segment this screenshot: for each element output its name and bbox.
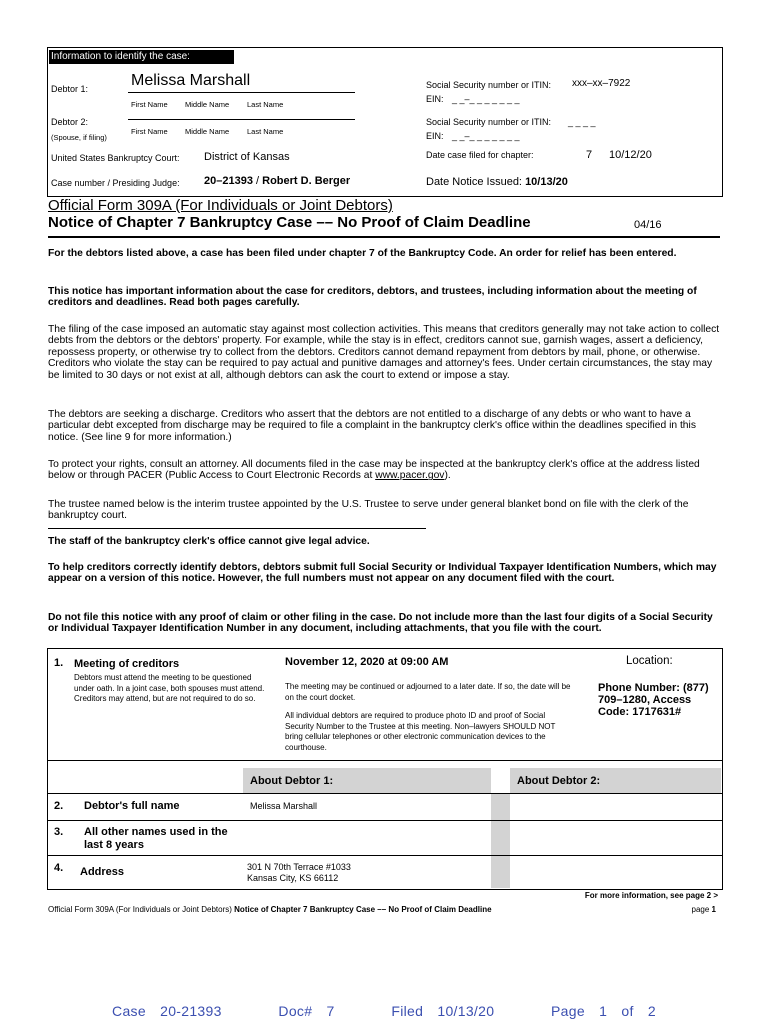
footer-page-label: page: [691, 905, 710, 914]
case-number-value: 20–21393: [204, 175, 253, 187]
row2-number: 2.: [54, 800, 64, 812]
form-title-line1: Official Form 309A (For Individuals or Joint Debtors): [48, 197, 393, 214]
meeting-datetime: November 12, 2020 at 09:00 AM: [285, 656, 449, 668]
paragraph-trustee: The trustee named below is the interim trustee appointed by the U.S. Trustee to serve under general blanket bond on file with the clerk of the bankruptcy court.: [48, 499, 689, 522]
paragraph-automatic-stay: The filing of the case imposed an automatic stay against most collection activities. This means that creditors generally may not take action to collect debts from the debtors or the debtors' property. For example, while the stay is in effect, creditors cannot sue, garnish wages, assert a deficiency, repossess property, or otherwise try to collect from the debtors. Creditors cannot demand repayment from debtors by mail, phone, or otherwise. Creditors who violate the stay can be required to pay actual and punitive damages and attorney's fees. Under certain circumstances, the stay may be limited to 30 days or not exist at all, although debtors can ask the court to extend or impose a stay.: [48, 324, 720, 381]
footer-form-name: [48, 905, 492, 914]
paragraph-important: This notice has important information about the case for creditors, debtors, and trustees, including information about the meeting of creditors and deadlines. Read both pages carefully.: [48, 286, 697, 309]
footer-form-name-bold: Notice of Chapter 7 Bankruptcy Case –– No Proof of Claim Deadline: [234, 905, 492, 914]
debtor1-ein-label: EIN:: [426, 94, 444, 104]
case-number-judge: [204, 175, 350, 187]
footer-page: [692, 905, 716, 914]
filing-stamp: Case 20-21393 Doc# 7 Filed 10/13/20 Page 1 of 2: [112, 1003, 656, 1019]
paragraph-identify-debtors: To help creditors correctly identify debtors, debtors submit full Social Security or Individual Taxpayer Identification Numbers, which may appear on a version of this notice. However, the full numbers must not appear on any document filed with the court.: [48, 562, 717, 585]
row3-number: 3.: [54, 826, 64, 838]
paragraph-discharge: The debtors are seeking a discharge. Creditors who assert that the debtors are not entitled to a discharge of any debts or who want to have a particular debt excepted from discharge may be required to file a complaint in the bankruptcy clerk's office within the deadlines specified in this notice. (See line 9 for more information.): [48, 409, 696, 443]
debtor1-first-name-caption: First Name: [131, 100, 168, 109]
trustee-rule: [48, 528, 426, 529]
notice-issued-label: Date Notice Issued:: [426, 176, 522, 188]
location-value: Phone Number: (877) 709–1280, Access Code: 1717631#: [598, 682, 709, 718]
meeting-id-requirement-note: All individual debtors are required to produce photo ID and proof of Social Security Number to the Trustee at this meeting. Non–lawyers SHOULD NOT bring cellular telephones or other electronic communication devices to the courthouse.: [285, 711, 556, 752]
case-info-box: [47, 47, 723, 197]
case-number-label: Case number / Presiding Judge:: [51, 178, 180, 188]
location-label: Location:: [626, 655, 673, 667]
judge-separator: /: [256, 175, 260, 187]
debtor2-ein-label: EIN:: [426, 131, 444, 141]
row1-number: 1.: [54, 657, 64, 669]
table-divider-row3: [47, 855, 722, 856]
debtor1-label: Debtor 1:: [51, 84, 89, 94]
debtor2-ssn-label: Social Security number or ITIN:: [426, 117, 552, 127]
paragraph-protect-rights: [48, 459, 720, 482]
debtor2-name-line: [128, 119, 355, 120]
paragraph-no-legal-advice: The staff of the bankruptcy clerk's office cannot give legal advice.: [48, 536, 370, 547]
paragraph-relief: For the debtors listed above, a case has been filed under chapter 7 of the Bankruptcy Code. An order for relief has been entered.: [48, 248, 677, 259]
row1-title: Meeting of creditors: [74, 658, 180, 670]
debtor2-ein-value: _ _–_ _ _ _ _ _ _: [452, 131, 520, 141]
debtor1-ssn-value: xxx–xx–7922: [572, 78, 631, 89]
row2-label: Debtor's full name: [84, 800, 180, 812]
court-value: District of Kansas: [204, 151, 290, 163]
footer-page-number: 1: [711, 905, 716, 914]
judge-value: Robert D. Berger: [262, 175, 351, 187]
row3-label: All other names used in the last 8 years: [84, 826, 228, 851]
debtor1-middle-name-caption: Middle Name: [185, 100, 230, 109]
table-gutter: [491, 793, 510, 888]
footer-form-name-plain: Official Form 309A (For Individuals or Joint Debtors): [48, 905, 232, 914]
title-rule: [48, 236, 720, 238]
debtor2-ssn-value: _ _ _ _: [568, 117, 596, 127]
meeting-continuation-note: The meeting may be continued or adjourned to a later date. If so, the date will be on the court docket.: [285, 682, 571, 702]
debtor1-address-line2: Kansas City, KS 66112: [247, 873, 339, 883]
table-divider-row1: [47, 760, 722, 761]
debtor1-address-line1: 301 N 70th Terrace #1033: [247, 862, 351, 872]
row4-number: 4.: [54, 862, 64, 874]
debtor2-sublabel: (Spouse, if filing): [51, 133, 107, 142]
more-info-note: For more information, see page 2 >: [584, 891, 718, 900]
debtor1-name: Melissa Marshall: [131, 72, 251, 89]
date-filed-label: Date case filed for chapter:: [426, 150, 534, 160]
debtor2-first-name-caption: First Name: [131, 127, 168, 136]
table-divider-header: [47, 793, 722, 794]
debtor2-middle-name-caption: Middle Name: [185, 127, 230, 136]
pacer-link[interactable]: www.pacer.gov: [375, 470, 445, 482]
debtor2-last-name-caption: Last Name: [247, 127, 284, 136]
paragraph-do-not-file: Do not file this notice with any proof of claim or other filing in the case. Do not include more than the last four digits of a Social Security or Individual Taxpayer Identification Number in any document, including attachments, that you file with the court.: [48, 612, 713, 635]
debtor2-label: Debtor 2:: [51, 117, 89, 127]
debtor1-ssn-label: Social Security number or ITIN:: [426, 80, 552, 90]
protect-rights-text: To protect your rights, consult an attorney. All documents filed in the case may be inspected at the bankruptcy clerk's office at the address listed below or through PACER (Public Access to Court Electronic Records at: [48, 459, 700, 482]
notice-issued: [426, 176, 568, 188]
about-debtor2-header: About Debtor 2:: [517, 775, 601, 787]
court-label: United States Bankruptcy Court:: [51, 153, 180, 163]
table-divider-row2: [47, 820, 722, 821]
debtor1-ein-value: _ _–_ _ _ _ _ _ _: [452, 94, 520, 104]
notice-issued-value: 10/13/20: [525, 176, 568, 188]
chapter-value: 7: [586, 149, 593, 161]
form-title-line2: Notice of Chapter 7 Bankruptcy Case –– No Proof of Claim Deadline: [48, 214, 531, 231]
form-version: 04/16: [634, 219, 662, 231]
date-filed-value: 10/12/20: [609, 149, 652, 161]
debtor1-last-name-caption: Last Name: [247, 100, 284, 109]
row4-label: Address: [80, 866, 125, 878]
about-debtor1-header: About Debtor 1:: [250, 775, 334, 787]
protect-rights-end: ).: [444, 470, 451, 482]
debtor1-full-name: Melissa Marshall: [250, 801, 318, 811]
row1-description: Debtors must attend the meeting to be questioned under oath. In a joint case, both spouses must attend. Creditors may attend, but are not required to do so.: [74, 673, 265, 703]
debtor1-name-line: [128, 92, 355, 93]
case-info-header: Information to identify the case:: [49, 50, 234, 64]
